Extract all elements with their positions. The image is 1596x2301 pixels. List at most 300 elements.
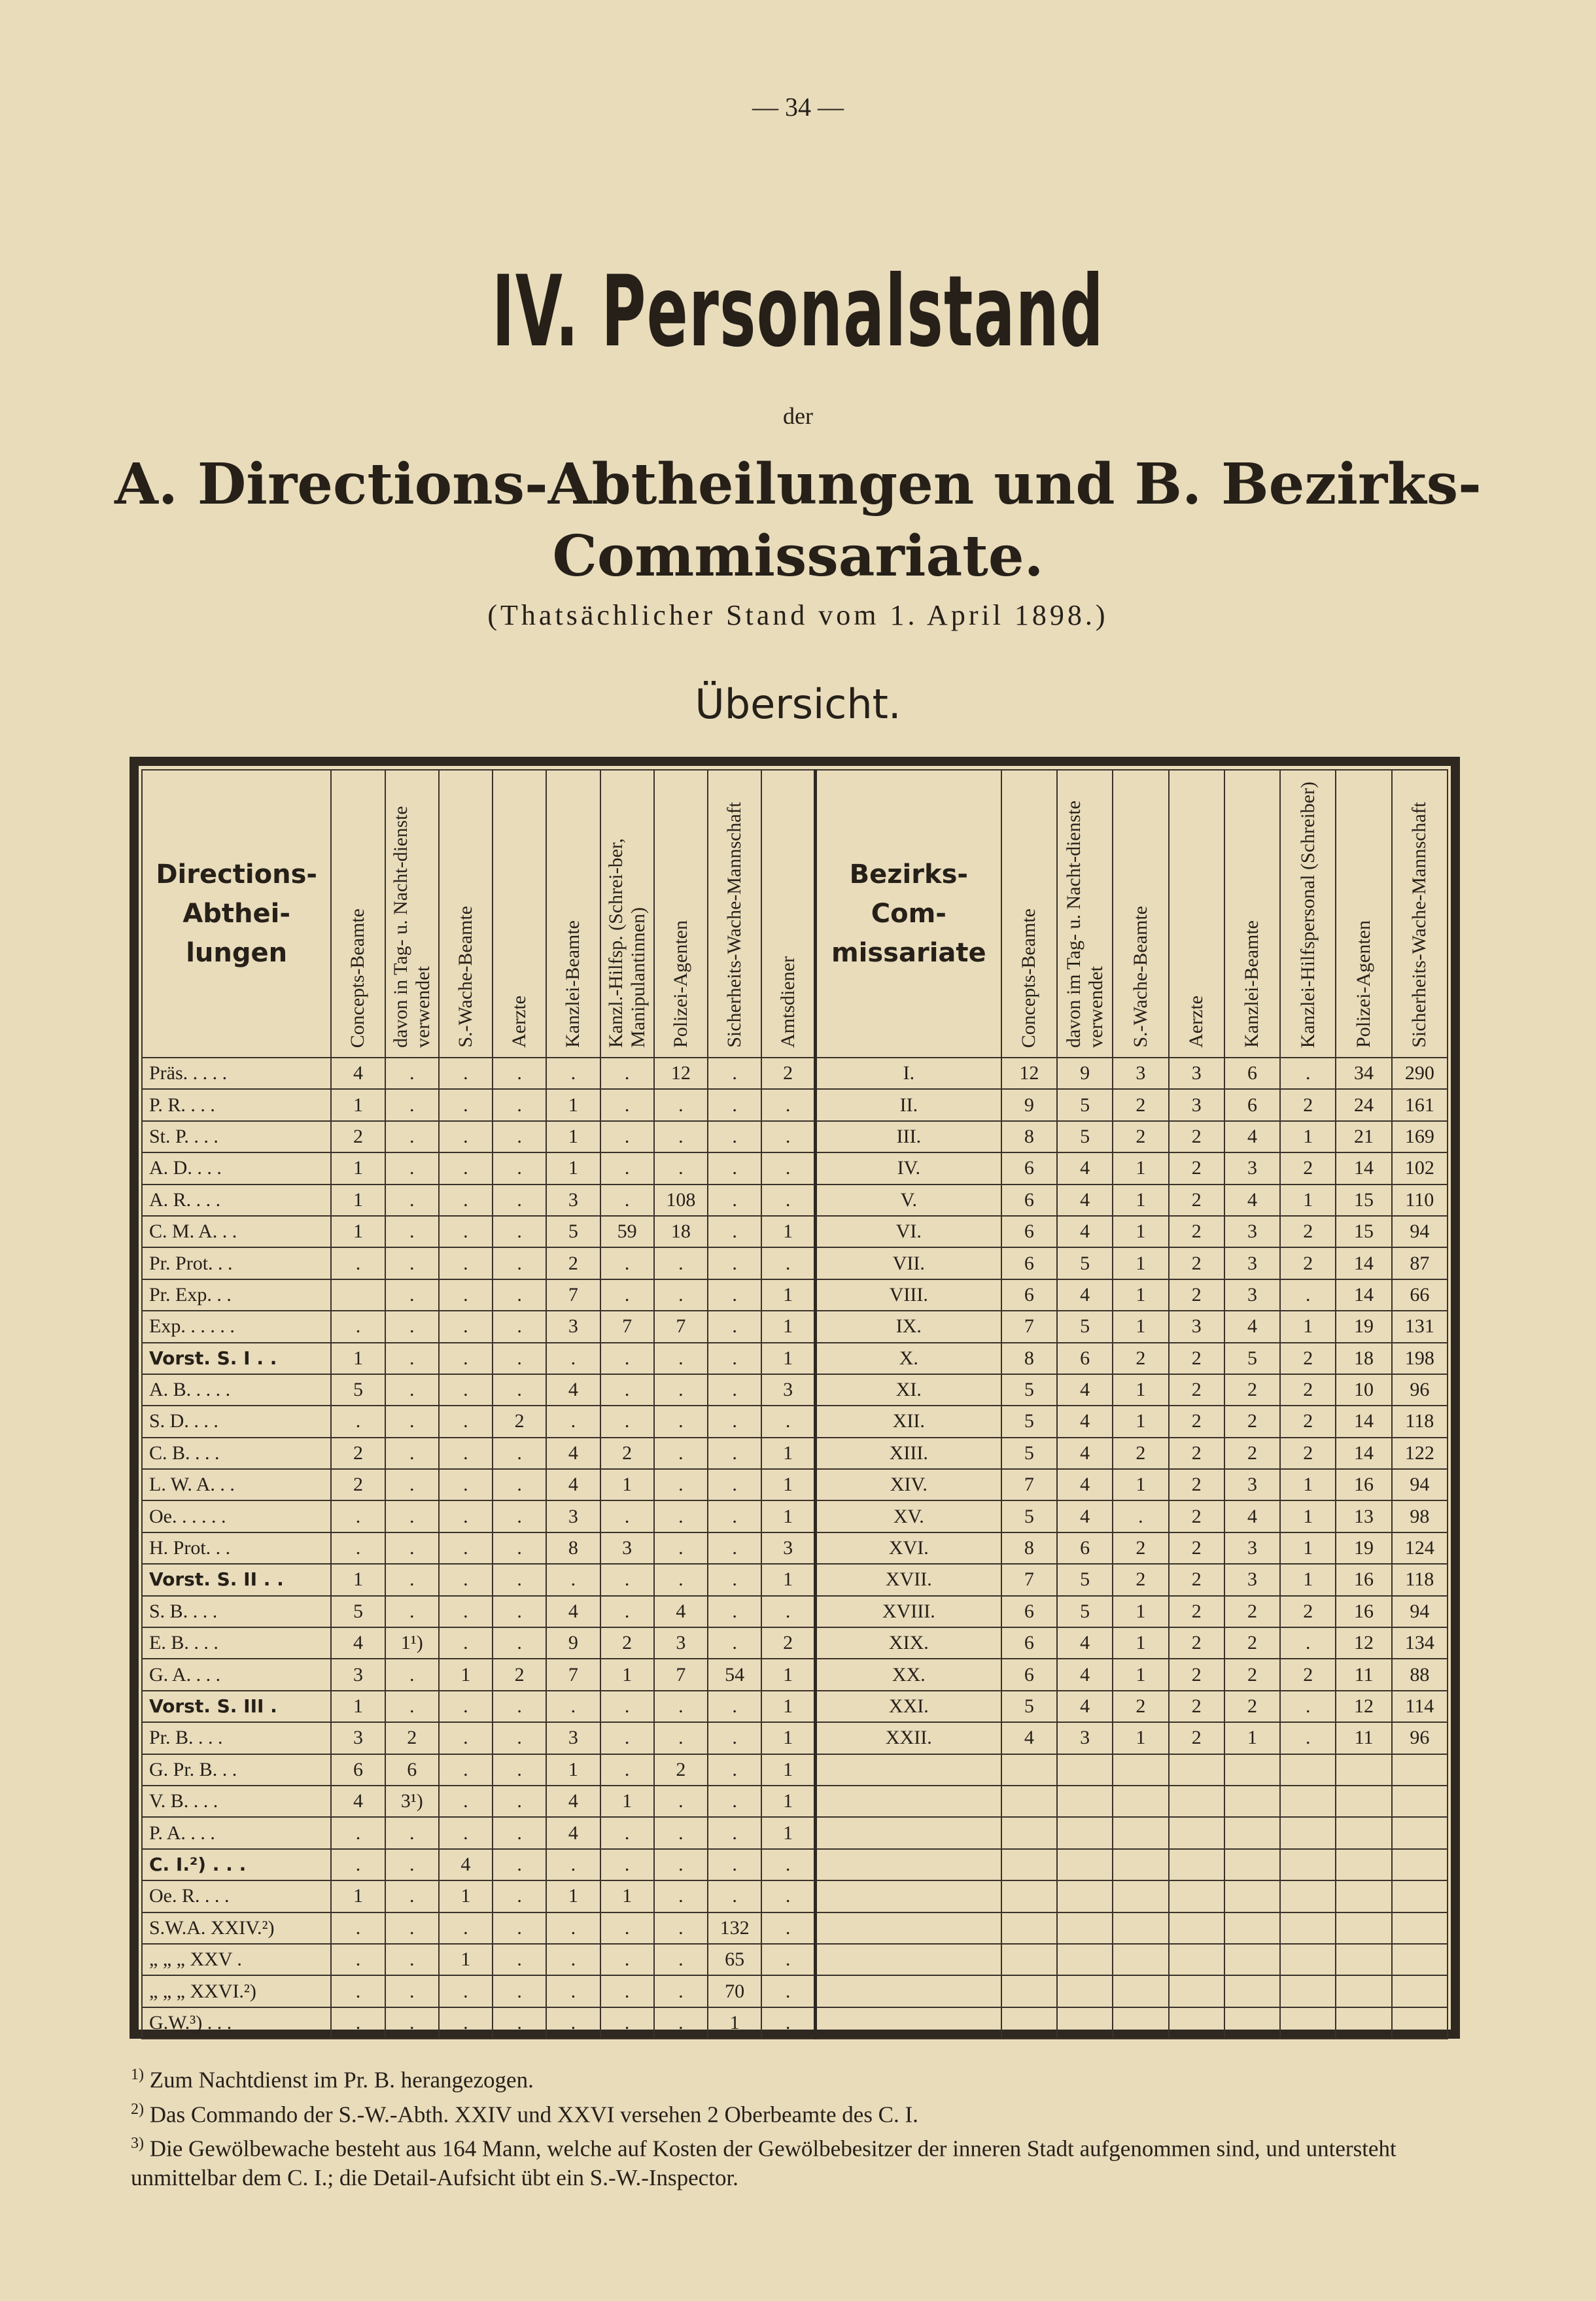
table-cell: 16 xyxy=(1336,1564,1391,1595)
personnel-table-frame xyxy=(130,757,1460,2039)
table-cell: . xyxy=(493,1722,546,1754)
table-cell: 5 xyxy=(1057,1596,1113,1627)
table-cell: 1 xyxy=(600,1659,654,1690)
table-cell xyxy=(1057,1880,1113,1912)
right-column-header xyxy=(1001,770,1057,1058)
table-cell: 4 xyxy=(1001,1722,1057,1754)
footnote-text: Das Commando der S.-W.-Abth. XXIV und XXVI versehen 2 Oberbeamte des C. I. xyxy=(149,2102,918,2128)
table-cell: . xyxy=(546,1944,600,1975)
table-cell xyxy=(1169,1880,1224,1912)
table-cell xyxy=(1169,1786,1224,1817)
table-cell: . xyxy=(708,1374,761,1406)
table-cell: 7 xyxy=(546,1659,600,1690)
table-cell: 4 xyxy=(1057,1500,1113,1532)
table-cell xyxy=(1336,1849,1391,1880)
right-column-header xyxy=(1392,770,1448,1058)
table-cell: . xyxy=(439,1089,493,1120)
row-label: S. B. . . . xyxy=(142,1596,331,1627)
table-cell xyxy=(1169,1817,1224,1848)
table-cell: 5 xyxy=(1224,1343,1280,1374)
row-label: III. xyxy=(815,1121,1001,1152)
table-cell xyxy=(1392,1975,1448,2007)
table-cell: . xyxy=(708,1532,761,1564)
table-row xyxy=(142,1691,1448,1722)
table-cell: 11 xyxy=(1336,1659,1391,1690)
row-label: H. Prot. . . xyxy=(142,1532,331,1564)
table-cell: 1 xyxy=(331,1185,385,1216)
table-cell: 122 xyxy=(1392,1438,1448,1469)
table-cell: 70 xyxy=(708,1975,761,2007)
table-cell: 3 xyxy=(546,1185,600,1216)
table-cell: 3 xyxy=(1224,1216,1280,1247)
table-cell: 65 xyxy=(708,1944,761,1975)
table-cell xyxy=(1224,1912,1280,1944)
table-cell: 114 xyxy=(1392,1691,1448,1722)
table-cell: 1 xyxy=(439,1659,493,1690)
table-cell: . xyxy=(708,1849,761,1880)
table-cell: 4 xyxy=(546,1596,600,1627)
table-cell: . xyxy=(439,1343,493,1374)
table-cell xyxy=(1113,1975,1168,2007)
table-cell: 14 xyxy=(1336,1279,1391,1311)
table-cell: 1 xyxy=(761,1722,815,1754)
row-label: G. A. . . . xyxy=(142,1659,331,1690)
table-cell: 2 xyxy=(1280,1343,1336,1374)
table-cell: . xyxy=(600,1121,654,1152)
table-cell xyxy=(1224,1786,1280,1817)
table-cell: . xyxy=(600,1152,654,1184)
right-column-header-text: davon im Tag- u. Nacht-dienste verwendet xyxy=(1062,800,1107,1048)
table-cell: . xyxy=(761,1596,815,1627)
table-row xyxy=(142,1564,1448,1595)
table-cell: 5 xyxy=(1001,1406,1057,1437)
table-cell: . xyxy=(600,1691,654,1722)
table-cell: 3 xyxy=(600,1532,654,1564)
row-label: XIII. xyxy=(815,1438,1001,1469)
right-group-name-line: missariate xyxy=(831,938,986,968)
table-cell: 12 xyxy=(1336,1691,1391,1722)
table-cell: 3 xyxy=(1169,1311,1224,1342)
table-cell: 6 xyxy=(1001,1152,1057,1184)
table-cell: 1 xyxy=(546,1880,600,1912)
table-cell: . xyxy=(600,1596,654,1627)
table-cell: . xyxy=(761,1089,815,1120)
table-cell: 1 xyxy=(761,1311,815,1342)
table-cell: . xyxy=(385,1596,439,1627)
table-cell: . xyxy=(600,1500,654,1532)
table-cell: 1 xyxy=(761,1279,815,1311)
table-cell: . xyxy=(493,1469,546,1500)
table-cell: 4 xyxy=(1057,1691,1113,1722)
table-cell: 1 xyxy=(761,1216,815,1247)
left-column-header-text: Kanzlei-Beamte xyxy=(562,920,584,1048)
table-cell xyxy=(1392,1944,1448,1975)
table-cell: 2 xyxy=(1169,1500,1224,1532)
table-cell: 4 xyxy=(1057,1659,1113,1690)
table-cell: . xyxy=(708,1691,761,1722)
table-cell: 4 xyxy=(546,1438,600,1469)
table-cell: 1 xyxy=(1113,1722,1168,1754)
table-cell: 54 xyxy=(708,1659,761,1690)
table-cell: 2 xyxy=(1280,1247,1336,1279)
row-label: A. B. . . . . xyxy=(142,1374,331,1406)
table-cell: 1 xyxy=(1280,1500,1336,1532)
row-label: XVI. xyxy=(815,1532,1001,1564)
table-cell: 290 xyxy=(1392,1058,1448,1089)
table-cell: . xyxy=(654,1817,708,1848)
table-cell xyxy=(1392,1754,1448,1786)
table-cell xyxy=(1280,1912,1336,1944)
table-cell: 5 xyxy=(1001,1500,1057,1532)
table-cell: 1 xyxy=(1280,1121,1336,1152)
table-cell: 2 xyxy=(1113,1532,1168,1564)
left-group-name-line: Directions- xyxy=(156,859,318,890)
footnotes xyxy=(131,2060,1472,2192)
row-label: VIII. xyxy=(815,1279,1001,1311)
table-cell: . xyxy=(385,1849,439,1880)
table-cell: 1 xyxy=(331,1216,385,1247)
table-cell: 3 xyxy=(331,1722,385,1754)
table-cell: 118 xyxy=(1392,1406,1448,1437)
row-label: XVIII. xyxy=(815,1596,1001,1627)
table-cell: 1 xyxy=(761,1564,815,1595)
table-cell: 2 xyxy=(1280,1438,1336,1469)
table-cell: . xyxy=(439,1817,493,1848)
table-cell: . xyxy=(493,2007,546,2039)
date-note: (Thatsächlicher Stand vom 1. April 1898.) xyxy=(487,599,1109,631)
table-cell: . xyxy=(708,1469,761,1500)
row-label xyxy=(815,1944,1001,1975)
table-cell xyxy=(1224,2007,1280,2039)
table-cell: . xyxy=(493,1912,546,1944)
table-cell: . xyxy=(385,1058,439,1089)
table-cell: 59 xyxy=(600,1216,654,1247)
table-cell: 34 xyxy=(1336,1058,1391,1089)
table-cell: . xyxy=(761,1152,815,1184)
table-cell: 5 xyxy=(1057,1311,1113,1342)
table-cell: 4 xyxy=(1057,1216,1113,1247)
table-row xyxy=(142,1659,1448,1690)
table-row xyxy=(142,1089,1448,1120)
table-cell: 3 xyxy=(546,1500,600,1532)
table-cell: 7 xyxy=(654,1311,708,1342)
overview-heading: Übersicht. xyxy=(695,680,901,728)
table-cell: . xyxy=(654,1532,708,1564)
table-cell: 1 xyxy=(761,1438,815,1469)
table-cell: 19 xyxy=(1336,1532,1391,1564)
table-cell: . xyxy=(654,1438,708,1469)
right-column-header-text: Aerzte xyxy=(1185,995,1207,1048)
table-row xyxy=(142,1880,1448,1912)
table-cell: 1 xyxy=(761,1817,815,1848)
table-cell: 1 xyxy=(331,1089,385,1120)
table-cell: 3 xyxy=(761,1532,815,1564)
table-cell: . xyxy=(1280,1722,1336,1754)
table-cell: 11 xyxy=(1336,1722,1391,1754)
table-cell: 1 xyxy=(1113,1659,1168,1690)
table-cell: 88 xyxy=(1392,1659,1448,1690)
left-column-header-text: Concepts-Beamte xyxy=(347,908,369,1048)
table-cell: 2 xyxy=(546,1247,600,1279)
table-cell: . xyxy=(385,1944,439,1975)
left-group-name xyxy=(142,770,331,1058)
table-cell: . xyxy=(1280,1279,1336,1311)
table-cell: . xyxy=(546,1058,600,1089)
table-cell: 1 xyxy=(761,1469,815,1500)
table-cell: . xyxy=(385,1564,439,1595)
row-label: P. A. . . . xyxy=(142,1817,331,1848)
table-cell xyxy=(1280,1817,1336,1848)
table-cell: 3 xyxy=(1224,1247,1280,1279)
table-cell: . xyxy=(600,1374,654,1406)
table-cell xyxy=(1001,1786,1057,1817)
table-cell: . xyxy=(385,1912,439,1944)
row-label: St. P. . . . xyxy=(142,1121,331,1152)
table-cell: 98 xyxy=(1392,1500,1448,1532)
table-cell: . xyxy=(385,1406,439,1437)
table-cell: 9 xyxy=(1001,1089,1057,1120)
table-cell: . xyxy=(600,1817,654,1848)
table-cell xyxy=(1280,2007,1336,2039)
subtitle-line-1: A. Directions-Abtheilungen und B. Bezirks- xyxy=(114,451,1482,517)
table-cell: 6 xyxy=(1001,1659,1057,1690)
table-cell: . xyxy=(654,1975,708,2007)
table-cell: . xyxy=(654,1722,708,1754)
table-cell: . xyxy=(708,1722,761,1754)
table-cell xyxy=(1392,2007,1448,2039)
table-cell: 1 xyxy=(1280,1311,1336,1342)
table-cell: 2 xyxy=(1113,1089,1168,1120)
table-cell: 3 xyxy=(1224,1564,1280,1595)
table-cell: 94 xyxy=(1392,1469,1448,1500)
row-label: XI. xyxy=(815,1374,1001,1406)
row-label: XXII. xyxy=(815,1722,1001,1754)
table-cell: 2 xyxy=(1169,1121,1224,1152)
table-cell: 1 xyxy=(1113,1311,1168,1342)
table-cell: 2 xyxy=(331,1469,385,1500)
table-cell: 2 xyxy=(1169,1469,1224,1500)
table-cell: 1 xyxy=(546,1121,600,1152)
table-cell: 2 xyxy=(1169,1279,1224,1311)
table-cell: 131 xyxy=(1392,1311,1448,1342)
table-cell: . xyxy=(761,1944,815,1975)
table-cell: . xyxy=(493,1849,546,1880)
table-cell: . xyxy=(546,1343,600,1374)
table-cell xyxy=(1057,2007,1113,2039)
table-cell xyxy=(1113,1786,1168,1817)
table-cell: . xyxy=(1280,1691,1336,1722)
table-cell: . xyxy=(600,1912,654,1944)
table-cell: 5 xyxy=(1057,1089,1113,1120)
table-cell: 3 xyxy=(1169,1089,1224,1120)
table-cell: . xyxy=(493,1944,546,1975)
row-label: Oe. . . . . . xyxy=(142,1500,331,1532)
row-label: C. I.²) . . . xyxy=(142,1849,331,1880)
table-cell: 1 xyxy=(439,1944,493,1975)
left-group-name-line: lungen xyxy=(186,938,288,968)
table-cell: 7 xyxy=(1001,1564,1057,1595)
table-cell: . xyxy=(385,1880,439,1912)
table-row xyxy=(142,1121,1448,1152)
table-cell: 2 xyxy=(1169,1152,1224,1184)
table-cell: . xyxy=(331,1532,385,1564)
row-label: Vorst. S. II . . xyxy=(142,1564,331,1595)
table-cell: 1 xyxy=(1113,1279,1168,1311)
table-cell: . xyxy=(439,1152,493,1184)
table-cell: . xyxy=(708,1089,761,1120)
table-cell: . xyxy=(439,1058,493,1089)
row-label: Oe. R. . . . xyxy=(142,1880,331,1912)
right-column-header xyxy=(1224,770,1280,1058)
table-cell: . xyxy=(493,1247,546,1279)
table-cell: 14 xyxy=(1336,1406,1391,1437)
table-cell xyxy=(1336,1817,1391,1848)
row-label: VII. xyxy=(815,1247,1001,1279)
row-label: XV. xyxy=(815,1500,1001,1532)
table-cell: . xyxy=(600,1247,654,1279)
table-cell: 2 xyxy=(1224,1406,1280,1437)
left-column-header xyxy=(761,770,815,1058)
table-cell: . xyxy=(439,1912,493,1944)
right-column-header xyxy=(1280,770,1336,1058)
table-row xyxy=(142,1058,1448,1089)
table-cell: . xyxy=(385,1311,439,1342)
table-cell: 4 xyxy=(546,1374,600,1406)
table-cell: 108 xyxy=(654,1185,708,1216)
table-cell: . xyxy=(493,1374,546,1406)
table-cell: . xyxy=(761,1880,815,1912)
subtitle-line-2: Commissariate. xyxy=(552,523,1044,589)
footnote-text: Zum Nachtdienst im Pr. B. herangezogen. xyxy=(149,2067,534,2093)
table-cell: 1 xyxy=(1280,1532,1336,1564)
table-cell: . xyxy=(761,1121,815,1152)
table-cell: 1 xyxy=(1113,1374,1168,1406)
table-cell: . xyxy=(385,1469,439,1500)
table-cell: . xyxy=(1113,1500,1168,1532)
table-cell: 118 xyxy=(1392,1564,1448,1595)
table-cell: 4 xyxy=(546,1786,600,1817)
table-cell: 1 xyxy=(600,1786,654,1817)
table-cell: . xyxy=(600,1058,654,1089)
table-cell: 2 xyxy=(600,1438,654,1469)
table-cell xyxy=(1057,1754,1113,1786)
table-cell: . xyxy=(493,1279,546,1311)
table-cell: 87 xyxy=(1392,1247,1448,1279)
table-cell xyxy=(1113,2007,1168,2039)
table-row xyxy=(142,1406,1448,1437)
table-cell: . xyxy=(385,1374,439,1406)
table-cell: 5 xyxy=(1057,1121,1113,1152)
table-cell: 3 xyxy=(1224,1532,1280,1564)
table-row xyxy=(142,1944,1448,1975)
right-group-name-line: Bezirks- xyxy=(849,859,969,890)
right-column-header-text: Concepts-Beamte xyxy=(1018,908,1040,1048)
table-cell: . xyxy=(493,1691,546,1722)
table-cell: 1 xyxy=(331,1564,385,1595)
table-cell: . xyxy=(654,1406,708,1437)
table-cell xyxy=(1001,1817,1057,1848)
table-cell: 1 xyxy=(761,1659,815,1690)
table-cell: . xyxy=(439,1500,493,1532)
right-column-header-text: Polizei-Agenten xyxy=(1353,920,1375,1048)
table-cell: . xyxy=(600,1754,654,1786)
table-row xyxy=(142,1247,1448,1279)
table-body xyxy=(142,1058,1448,2039)
table-cell: 1 xyxy=(761,1691,815,1722)
table-cell: . xyxy=(654,1121,708,1152)
table-cell: 6 xyxy=(1224,1089,1280,1120)
table-cell: . xyxy=(654,1564,708,1595)
table-cell: . xyxy=(654,1343,708,1374)
personnel-table xyxy=(141,769,1448,2039)
row-label: X. xyxy=(815,1343,1001,1374)
table-cell: 2 xyxy=(1280,1374,1336,1406)
table-cell: 12 xyxy=(1001,1058,1057,1089)
table-cell: 1 xyxy=(1280,1564,1336,1595)
table-cell: . xyxy=(385,1247,439,1279)
table-row xyxy=(142,1500,1448,1532)
table-cell: 1 xyxy=(1113,1406,1168,1437)
table-cell: 1 xyxy=(1113,1152,1168,1184)
table-cell: . xyxy=(708,1438,761,1469)
table-row xyxy=(142,1185,1448,1216)
table-cell: 6 xyxy=(1001,1247,1057,1279)
table-cell xyxy=(1224,1849,1280,1880)
table-cell: 4 xyxy=(1057,1406,1113,1437)
table-cell: 132 xyxy=(708,1912,761,1944)
table-cell xyxy=(1336,1786,1391,1817)
table-cell: . xyxy=(439,1754,493,1786)
table-cell: . xyxy=(600,2007,654,2039)
table-cell: 5 xyxy=(331,1374,385,1406)
table-cell xyxy=(1001,1944,1057,1975)
table-cell xyxy=(1057,1786,1113,1817)
table-cell: 1 xyxy=(331,1343,385,1374)
table-cell: . xyxy=(493,1786,546,1817)
table-cell: 2 xyxy=(1113,1343,1168,1374)
table-cell: 6 xyxy=(385,1754,439,1786)
table-cell: . xyxy=(654,1247,708,1279)
footnote xyxy=(131,2129,1472,2192)
table-row xyxy=(142,1596,1448,1627)
table-cell: 1 xyxy=(546,1089,600,1120)
table-cell: . xyxy=(439,1311,493,1342)
row-label: S. D. . . . xyxy=(142,1406,331,1437)
table-cell: 96 xyxy=(1392,1374,1448,1406)
table-cell: 9 xyxy=(1057,1058,1113,1089)
table-cell: 1 xyxy=(761,1786,815,1817)
table-cell: . xyxy=(493,1343,546,1374)
table-cell xyxy=(1392,1849,1448,1880)
table-cell: 2 xyxy=(761,1627,815,1659)
table-cell: . xyxy=(654,2007,708,2039)
table-cell: . xyxy=(708,1817,761,1848)
table-cell: 5 xyxy=(1001,1691,1057,1722)
table-cell: 1 xyxy=(600,1880,654,1912)
table-cell: 1 xyxy=(331,1152,385,1184)
table-cell: 4 xyxy=(1057,1279,1113,1311)
table-cell: 1 xyxy=(600,1469,654,1500)
table-cell: 3 xyxy=(1224,1279,1280,1311)
table-cell: 12 xyxy=(1336,1627,1391,1659)
table-cell xyxy=(1224,1817,1280,1848)
table-cell: . xyxy=(385,1691,439,1722)
table-cell xyxy=(1280,1944,1336,1975)
table-cell xyxy=(1280,1786,1336,1817)
table-cell: 4 xyxy=(1224,1500,1280,1532)
table-cell: 6 xyxy=(1001,1185,1057,1216)
table-cell xyxy=(1224,1880,1280,1912)
